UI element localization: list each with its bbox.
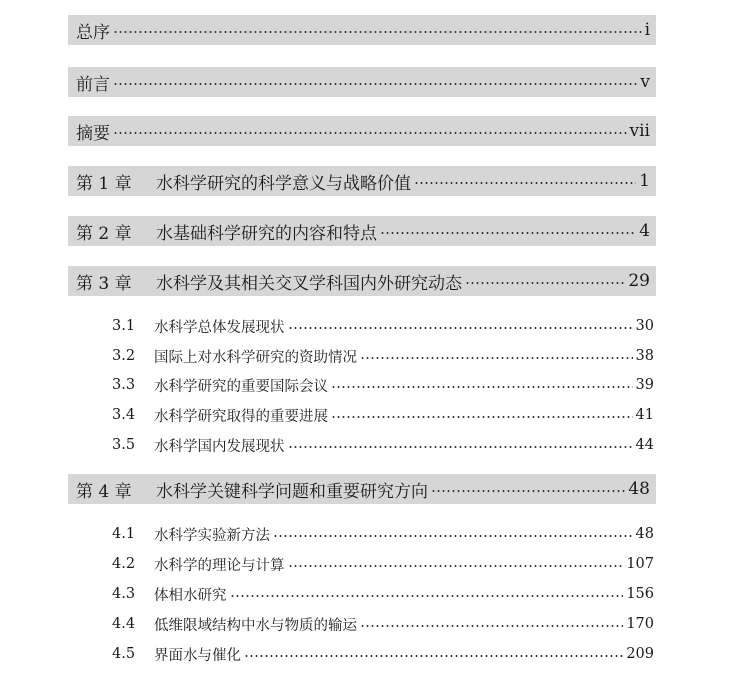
chapter-number: 第 1 章 (76, 173, 132, 194)
dot-leader (431, 490, 625, 492)
entry-page: 38 (635, 348, 654, 364)
section-number: 3.2 (112, 348, 136, 364)
entry-title: 水科学的理论与计算 (154, 557, 285, 574)
entry-title: 总序 (76, 22, 110, 43)
dot-leader (331, 416, 633, 418)
dot-leader (360, 357, 633, 359)
section-number: 3.4 (112, 407, 136, 423)
section-number: 4.2 (112, 556, 136, 572)
section-number: 4.3 (112, 586, 136, 602)
toc-entry-chapter-1[interactable] (68, 166, 656, 196)
entry-page: 48 (635, 526, 654, 542)
entry-title: 水科学关键科学问题和重要研究方向 (156, 481, 428, 502)
entry-title: 界面水与催化 (154, 647, 241, 664)
entry-title: 水科学研究的科学意义与战略价值 (156, 173, 411, 194)
entry-title: 体相水研究 (154, 587, 227, 604)
entry-title: 前言 (76, 74, 110, 95)
entry-page: 4 (639, 221, 650, 241)
entry-page: 48 (628, 479, 650, 499)
toc-entry-section-3-5[interactable] (112, 434, 654, 456)
chapter-number: 第 2 章 (76, 223, 132, 244)
section-number: 4.5 (112, 646, 136, 662)
dot-leader (288, 327, 633, 329)
entry-title: 摘要 (76, 123, 110, 144)
entry-page: 107 (626, 556, 654, 572)
entry-page: 1 (639, 171, 650, 191)
dot-leader (288, 565, 624, 567)
dot-leader (331, 386, 633, 388)
entry-page: v (640, 72, 650, 92)
toc-entry-section-3-4[interactable] (112, 404, 654, 426)
chapter-number: 第 3 章 (76, 273, 132, 294)
chapter-number: 第 4 章 (76, 481, 132, 502)
section-number: 3.3 (112, 377, 136, 393)
entry-page: 39 (635, 377, 654, 393)
toc-entry-section-4-5[interactable] (112, 643, 654, 665)
toc-entry-section-3-3[interactable] (112, 374, 654, 396)
dot-leader (288, 446, 633, 448)
dot-leader (414, 182, 636, 184)
entry-page: 44 (635, 437, 654, 453)
toc-entry-foreword[interactable] (68, 67, 656, 97)
toc-entry-section-4-1[interactable] (112, 523, 654, 545)
dot-leader (230, 595, 624, 597)
toc-entry-abstract[interactable] (68, 116, 656, 146)
entry-title: 水科学研究的重要国际会议 (154, 378, 328, 395)
entry-title: 低维限域结构中水与物质的输运 (154, 617, 357, 634)
toc-entry-chapter-4[interactable] (68, 474, 656, 504)
entry-title: 水科学研究取得的重要进展 (154, 408, 328, 425)
toc-entry-section-3-1[interactable] (112, 315, 654, 337)
section-number: 4.1 (112, 526, 136, 542)
entry-title: 水基础科学研究的内容和特点 (156, 223, 377, 244)
entry-page: 41 (635, 407, 654, 423)
section-number: 3.5 (112, 437, 136, 453)
toc-entry-section-4-2[interactable] (112, 553, 654, 575)
dot-leader (465, 282, 625, 284)
entry-title: 水科学总体发展现状 (154, 319, 285, 336)
dot-leader (113, 83, 637, 85)
entry-page: 209 (626, 646, 654, 662)
section-number: 4.4 (112, 616, 136, 632)
toc-entry-section-4-3[interactable] (112, 583, 654, 605)
toc-entry-chapter-3[interactable] (68, 266, 656, 296)
toc-entry-preface-general[interactable] (68, 15, 656, 45)
toc-entry-section-3-2[interactable] (112, 345, 654, 367)
entry-page: 170 (626, 616, 654, 632)
entry-page: i (644, 20, 650, 40)
dot-leader (273, 535, 633, 537)
entry-title: 水科学实验新方法 (154, 527, 270, 544)
entry-page: 30 (635, 318, 654, 334)
dot-leader (244, 655, 623, 657)
entry-title: 水科学及其相关交叉学科国内外研究动态 (156, 273, 462, 294)
toc-entry-section-4-4[interactable] (112, 613, 654, 635)
entry-title: 水科学国内发展现状 (154, 438, 285, 455)
dot-leader (113, 31, 642, 33)
entry-title: 国际上对水科学研究的资助情况 (154, 349, 357, 366)
entry-page: 156 (626, 586, 654, 602)
toc-entry-chapter-2[interactable] (68, 216, 656, 246)
dot-leader (380, 232, 636, 234)
section-number: 3.1 (112, 318, 136, 334)
entry-page: vii (629, 121, 650, 141)
entry-page: 29 (628, 271, 650, 291)
dot-leader (113, 132, 627, 134)
dot-leader (360, 625, 623, 627)
